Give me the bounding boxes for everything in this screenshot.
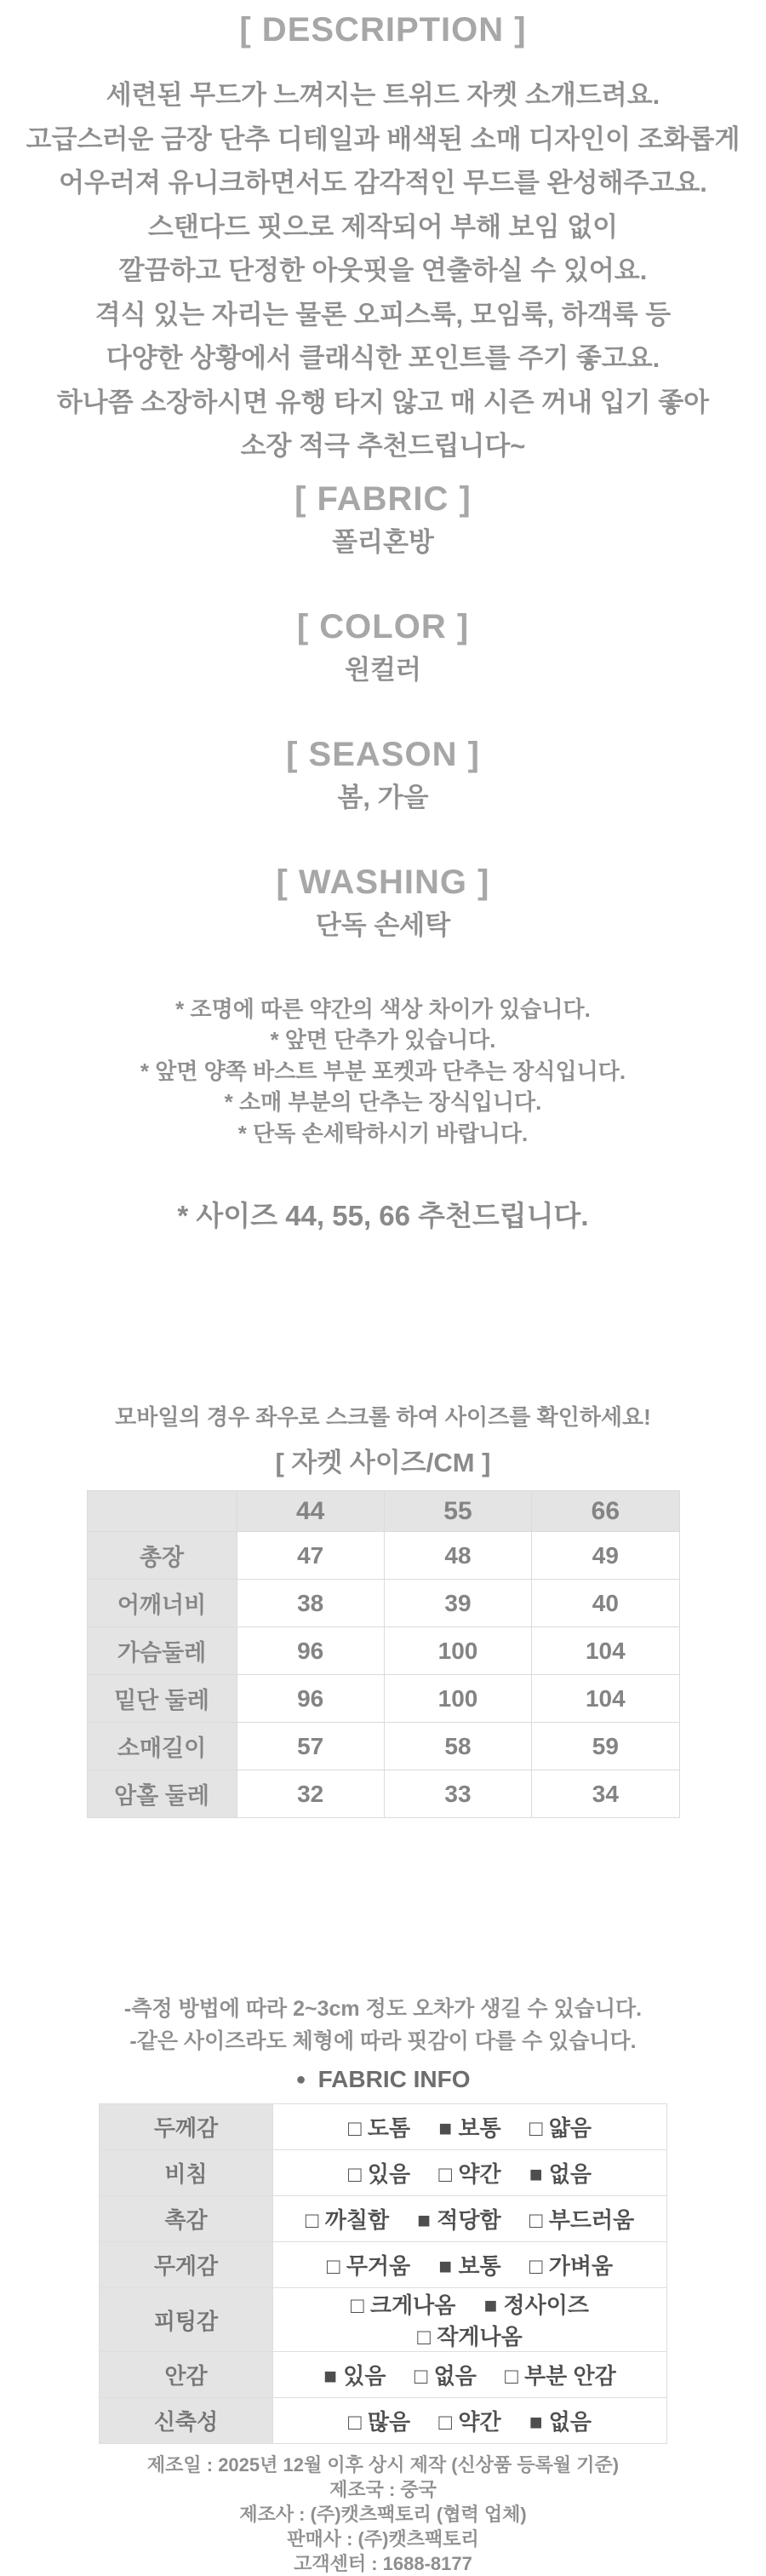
caution-note: * 조명에 따른 약간의 색상 차이가 있습니다. — [175, 995, 591, 1022]
size-cell: 40 — [532, 1580, 679, 1627]
description-line: 소장 적극 추천드립니다~ — [240, 431, 526, 461]
fabric-option: □ 가벼움 — [529, 2253, 614, 2279]
fabric-row-options — [273, 2104, 667, 2150]
measurement-note: -같은 사이즈라도 체형에 따라 핏감이 다를 수 있습니다. — [129, 2029, 637, 2053]
size-row-label: 어깨너비 — [87, 1580, 237, 1627]
fabric-info-row — [100, 2104, 667, 2150]
fabric-info-row — [100, 2288, 667, 2352]
fabric-option: □ 부드러움 — [529, 2207, 635, 2233]
section-fabric — [0, 479, 766, 558]
description-line: 세련된 무드가 느껴지는 트위드 자켓 소개드려요. — [106, 80, 660, 110]
measurement-note: -측정 방법에 따라 2~3cm 정도 오차가 생길 수 있습니다. — [123, 1997, 643, 2021]
size-column-header: 44 — [237, 1491, 384, 1532]
section-washing-title: [ WASHING ] — [276, 863, 490, 901]
fabric-info-row — [100, 2150, 667, 2196]
fabric-row-options — [273, 2242, 667, 2288]
fabric-option: □ 약간 — [438, 2409, 501, 2435]
fabric-row-options — [273, 2150, 667, 2196]
fabric-row-label: 무게감 — [100, 2242, 273, 2288]
size-cell: 104 — [532, 1675, 679, 1723]
section-season-value: 봄, 가을 — [337, 782, 429, 812]
footer-line-manufacturer: 제조사 : (주)캣츠팩토리 (협력 업체) — [239, 2504, 527, 2525]
section-season-title: [ SEASON ] — [286, 735, 480, 773]
fabric-option: □ 무거움 — [326, 2253, 411, 2279]
fabric-info-heading-label: FABRIC INFO — [317, 2066, 471, 2092]
fabric-row-options — [273, 2196, 667, 2242]
fabric-row-options — [273, 2288, 667, 2352]
fabric-option: □ 작게나옴 — [417, 2324, 523, 2349]
section-season — [0, 735, 766, 813]
fabric-option: ■ 적당함 — [417, 2207, 501, 2233]
size-cell: 104 — [532, 1627, 679, 1675]
fabric-option: □ 도톰 — [348, 2115, 411, 2141]
fabric-info-row — [100, 2352, 667, 2398]
size-cell: 57 — [237, 1723, 384, 1770]
caution-note: * 단독 손세탁하시기 바랍니다. — [237, 1120, 529, 1146]
size-table — [87, 1490, 680, 1818]
size-cell: 47 — [237, 1532, 384, 1580]
description-line: 깔끔하고 단정한 아웃핏을 연출하실 수 있어요. — [118, 255, 648, 285]
description-line: 스탠다드 핏으로 제작되어 부해 보임 없이 — [147, 211, 619, 242]
measurement-notes — [0, 1993, 766, 2057]
manufacture-info-footer — [0, 2453, 766, 2576]
fabric-row-label: 신축성 — [100, 2398, 273, 2444]
fabric-option: ■ 보통 — [438, 2253, 501, 2279]
section-washing — [0, 863, 766, 941]
size-cell: 58 — [384, 1723, 531, 1770]
description-line: 격식 있는 자리는 물론 오피스룩, 모임룩, 하객룩 등 — [94, 299, 672, 330]
size-table-header-row — [87, 1491, 679, 1532]
fabric-option: ■ 보통 — [438, 2115, 501, 2141]
fabric-info-row — [100, 2398, 667, 2444]
section-fabric-value: 폴리혼방 — [332, 526, 434, 557]
size-row-label: 총장 — [87, 1532, 237, 1580]
fabric-option: ■ 있음 — [323, 2363, 386, 2389]
fabric-row-label: 촉감 — [100, 2196, 273, 2242]
description-line: 고급스러운 금장 단추 디테일과 배색된 소매 디자인이 조화롭게 — [26, 123, 740, 154]
footer-line-seller: 판매사 : (주)캣츠팩토리 — [287, 2528, 479, 2550]
size-cell: 96 — [237, 1627, 384, 1675]
size-table-row — [87, 1675, 679, 1723]
size-row-label: 밑단 둘레 — [87, 1675, 237, 1723]
fabric-info-table — [99, 2103, 667, 2444]
section-color-title: [ COLOR ] — [296, 607, 470, 645]
size-cell: 59 — [532, 1723, 679, 1770]
size-cell: 49 — [532, 1532, 679, 1580]
fabric-row-options — [273, 2398, 667, 2444]
fabric-row-label: 안감 — [100, 2352, 273, 2398]
caution-note: * 소매 부분의 단추는 장식입니다. — [224, 1089, 542, 1115]
size-cell: 96 — [237, 1675, 384, 1723]
fabric-option: ■ 정사이즈 — [483, 2292, 590, 2318]
caution-note: * 앞면 양쪽 바스트 부분 포켓과 단추는 장식입니다. — [140, 1058, 626, 1084]
size-cell: 33 — [384, 1770, 531, 1818]
fabric-info-heading — [0, 2063, 766, 2097]
size-row-label: 암홀 둘레 — [87, 1770, 237, 1818]
section-fabric-title: [ FABRIC ] — [294, 479, 472, 518]
size-cell: 32 — [237, 1770, 384, 1818]
fabric-row-options — [273, 2352, 667, 2398]
size-cell: 34 — [532, 1770, 679, 1818]
fabric-option: □ 까칠함 — [305, 2207, 390, 2233]
footer-line-manufacture-date: 제조일 : 2025년 12월 이후 상시 제작 (신상품 등록월 기준) — [146, 2454, 620, 2476]
size-column-header: 55 — [384, 1491, 531, 1532]
size-table-row — [87, 1627, 679, 1675]
fabric-option: □ 약간 — [438, 2161, 501, 2187]
description-paragraph — [0, 73, 766, 468]
fabric-option: □ 크게나옴 — [350, 2292, 456, 2318]
fabric-option: □ 있음 — [348, 2161, 411, 2187]
section-washing-value: 단독 손세탁 — [315, 909, 451, 940]
section-color — [0, 607, 766, 686]
fabric-option: □ 부분 안감 — [505, 2363, 616, 2389]
description-title: [ DESCRIPTION ] — [239, 11, 527, 49]
size-recommendation: * 사이즈 44, 55, 66 추천드립니다. — [177, 1200, 589, 1231]
fabric-option: □ 많음 — [348, 2409, 411, 2435]
fabric-option: □ 없음 — [414, 2363, 477, 2389]
size-cell: 48 — [384, 1532, 531, 1580]
fabric-option: ■ 없음 — [529, 2409, 592, 2435]
size-table-row — [87, 1532, 679, 1580]
fabric-row-label: 비침 — [100, 2150, 273, 2196]
fabric-option: ■ 없음 — [529, 2161, 592, 2187]
size-table-title: [ 자켓 사이즈/CM ] — [275, 1448, 491, 1477]
bullet-icon: ● — [295, 2070, 306, 2089]
description-line: 하나쯤 소장하시면 유행 타지 않고 매 시즌 꺼내 입기 좋아 — [56, 387, 710, 417]
fabric-info-row — [100, 2242, 667, 2288]
size-row-label: 가슴둘레 — [87, 1627, 237, 1675]
size-cell: 100 — [384, 1675, 531, 1723]
size-row-label: 소매길이 — [87, 1723, 237, 1770]
description-line: 다양한 상황에서 클래식한 포인트를 주기 좋고요. — [106, 343, 660, 373]
footer-line-country: 제조국 : 중국 — [329, 2479, 437, 2500]
size-table-row — [87, 1580, 679, 1627]
size-column-header: 66 — [532, 1491, 679, 1532]
description-line: 어우러져 유니크하면서도 감각적인 무드를 완성해주고요. — [59, 168, 707, 198]
size-cell: 39 — [384, 1580, 531, 1627]
fabric-row-label: 피팅감 — [100, 2288, 273, 2352]
caution-note: * 앞면 단추가 있습니다. — [270, 1027, 496, 1053]
size-table-row — [87, 1770, 679, 1818]
mobile-scroll-notice: 모바일의 경우 좌우로 스크롤 하여 사이즈를 확인하세요! — [115, 1404, 651, 1430]
fabric-info-row — [100, 2196, 667, 2242]
caution-notes — [0, 994, 766, 1150]
fabric-row-label: 두께감 — [100, 2104, 273, 2150]
size-table-corner-cell — [87, 1491, 237, 1532]
size-cell: 38 — [237, 1580, 384, 1627]
fabric-option: □ 얇음 — [529, 2115, 592, 2141]
size-cell: 100 — [384, 1627, 531, 1675]
footer-line-customer-center: 고객센터 : 1688-8177 — [294, 2553, 472, 2574]
section-color-value: 원컬러 — [345, 654, 421, 685]
size-table-row — [87, 1723, 679, 1770]
